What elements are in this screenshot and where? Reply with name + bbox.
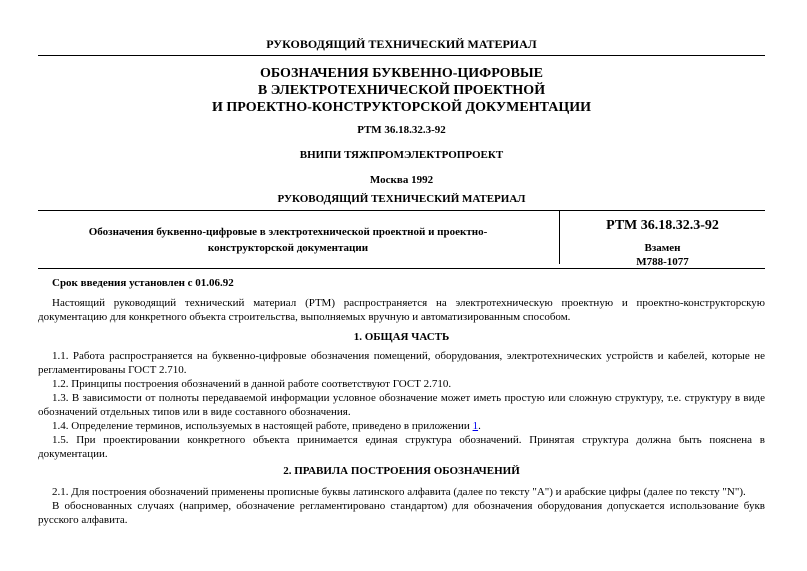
effective-date: Срок введения установлен с 01.06.92 bbox=[52, 277, 234, 289]
title-line-3: И ПРОЕКТНО-КОНСТРУКТОРСКОЙ ДОКУМЕНТАЦИИ bbox=[211, 100, 592, 115]
top-doc-type-label: РУКОВОДЯЩИЙ ТЕХНИЧЕСКИЙ МАТЕРИАЛ bbox=[266, 37, 537, 51]
paragraph-1-5: 1.5. При проектировании конкретного объекта принимается единая структура обозначений. Принятая структура должна быть пояснена в документации. bbox=[38, 434, 765, 460]
document-code: РТМ 36.18.32.3-92 bbox=[357, 124, 446, 136]
section-2-heading: 2. ПРАВИЛА ПОСТРОЕНИЯ ОБОЗНАЧЕНИЙ bbox=[283, 465, 520, 477]
paragraph-1-1: 1.1. Работа распространяется на буквенно-цифровые обозначения помещений, оборудования, электротехнических устройств и кабелей, которые не регламентированы ГОСТ 2.710. bbox=[38, 350, 765, 376]
bottom-doc-type-label: РУКОВОДЯЩИЙ ТЕХНИЧЕСКИЙ МАТЕРИАЛ bbox=[277, 193, 526, 205]
intro-paragraph: Настоящий руководящий технический материал (РТМ) распространяется на электротехническую проектную и проектно-конструкторскую документацию для конкретного объекта строительства, выполняемых вручную и автоматизированным способом. bbox=[38, 297, 765, 323]
table-top-rule bbox=[38, 210, 765, 211]
table-document-name bbox=[38, 224, 538, 256]
paragraph-2-1: 2.1. Для построения обозначений применены прописные буквы латинского алфавита (далее по тексту "A") и арабские цифры (далее по тексту "N"). bbox=[52, 486, 746, 498]
paragraph-1-3: 1.3. В зависимости от полноты передаваемой информации условное обозначение может иметь простую или сложную структуру, т.е. структуру в виде обозначений отдельных типов или в виде составного обозначения. bbox=[38, 392, 765, 418]
table-name-line-2: конструкторской документации bbox=[207, 242, 369, 254]
appendix-1-link[interactable]: 1 bbox=[472, 420, 479, 432]
organization-name: ВНИПИ ТЯЖПРОМЭЛЕКТРОПРОЕКТ bbox=[299, 149, 504, 161]
title-line-1: ОБОЗНАЧЕНИЯ БУКВЕННО-ЦИФРОВЫЕ bbox=[260, 66, 543, 81]
replace-label: Взамен bbox=[644, 242, 681, 254]
table-code: РТМ 36.18.32.3-92 bbox=[606, 218, 719, 233]
paragraph-1-2: 1.2. Принципы построения обозначений в данной работе соответствуют ГОСТ 2.710. bbox=[52, 378, 452, 390]
replace-block bbox=[560, 241, 765, 269]
city-year: Москва 1992 bbox=[369, 174, 434, 186]
title-line-2: В ЭЛЕКТРОТЕХНИЧЕСКОЙ ПРОЕКТНОЙ bbox=[257, 83, 546, 98]
paragraph-1-4 bbox=[38, 419, 765, 433]
paragraph-1-4-text: 1.4. Определение терминов, используемых в настоящей работе, приведено в приложении bbox=[52, 420, 473, 432]
paragraph-1-4-end: . bbox=[478, 420, 481, 432]
replace-value: М788-1077 bbox=[636, 256, 689, 268]
section-1-heading: 1. ОБЩАЯ ЧАСТЬ bbox=[353, 331, 450, 343]
document-title bbox=[38, 65, 765, 116]
top-rule bbox=[38, 55, 765, 56]
table-name-line-1: Обозначения буквенно-цифровые в электротехнической проектной и проектно- bbox=[88, 226, 488, 238]
table-code-cell bbox=[560, 218, 765, 269]
table-bottom-rule bbox=[38, 268, 765, 269]
paragraph-2-2: В обоснованных случаях (например, обозначение регламентировано стандартом) для обозначения оборудования допускается использование букв русского алфавита. bbox=[38, 500, 765, 526]
